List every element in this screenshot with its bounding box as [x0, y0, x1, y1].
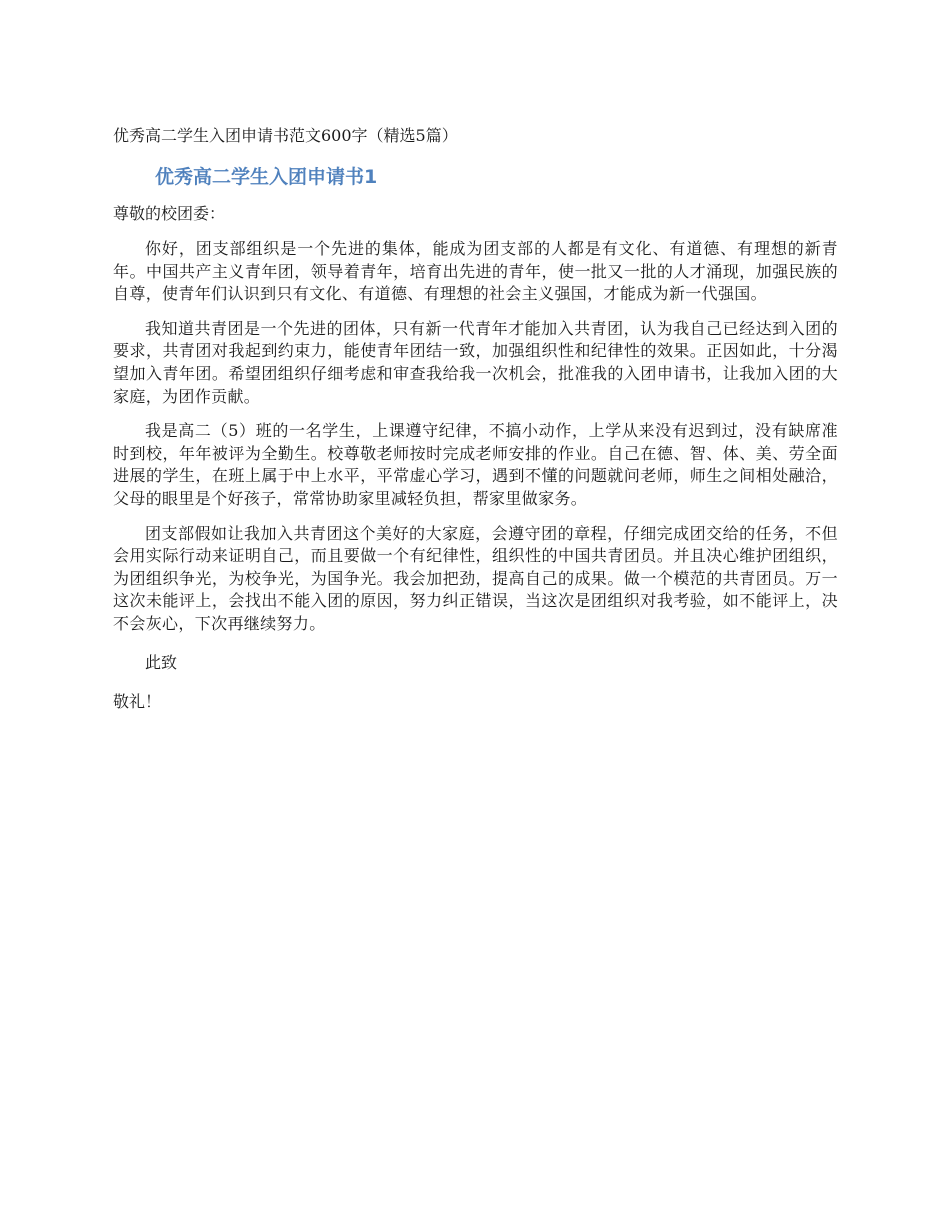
salutation: 尊敬的校团委： [113, 204, 226, 223]
document-body [113, 124, 838, 714]
closing-phrase: 此致 [145, 652, 178, 672]
body-paragraph-4: 团支部假如让我加入共青团这个美好的大家庭，会遵守团的章程，仔细完成团交给的任务，不但会用实际行动来证明自己，而且要做一个有纪律性，组织性的中国共青团员。并且决心维护团组织，为团组织争光，为校争光，为国争光。我会加把劲，提高自己的成果。做一个模范的共青团员。万一这次未能评上，会找出不能入团的原因，努力纠正错误，当这次是团组织对我考验，如不能评上，决不会灰心，下次再继续努力。 [113, 523, 838, 633]
document-title: 优秀高二学生入团申请书范文600字（精选5篇） [113, 126, 458, 145]
body-paragraph-2: 我知道共青团是一个先进的团体，只有新一代青年才能加入共青团，认为我自己已经达到入团的要求，共青团对我起到约束力，能使青年团结一致，加强组织性和纪律性的效果。正因如此，十分渴望加入青年团。希望团组织仔细考虑和审查我给我一次机会，批准我的入团申请书，让我加入团的大家庭，为团作贡献。 [113, 318, 838, 406]
section-heading: 优秀高二学生入团申请书1 [155, 166, 378, 188]
body-paragraph-1: 你好，团支部组织是一个先进的集体，能成为团支部的人都是有文化、有道德、有理想的新青年。中国共产主义青年团，领导着青年，培育出先进的青年，使一批又一批的人才涌现，加强民族的自尊，使青年们认识到只有文化、有道德、有理想的社会主义强国，才能成为新一代强国。 [113, 239, 838, 304]
closing-regards: 敬礼！ [113, 691, 162, 711]
body-paragraph-3: 我是高二（5）班的一名学生，上课遵守纪律，不搞小动作，上学从来没有迟到过，没有缺席准时到校，年年被评为全勤生。校尊敬老师按时完成老师安排的作业。自己在德、智、体、美、劳全面进展的学生，在班上属于中上水平，平常虚心学习，遇到不懂的问题就问老师，师生之间相处融洽，父母的眼里是个好孩子，常常协助家里减轻负担，帮家里做家务。 [113, 421, 838, 508]
